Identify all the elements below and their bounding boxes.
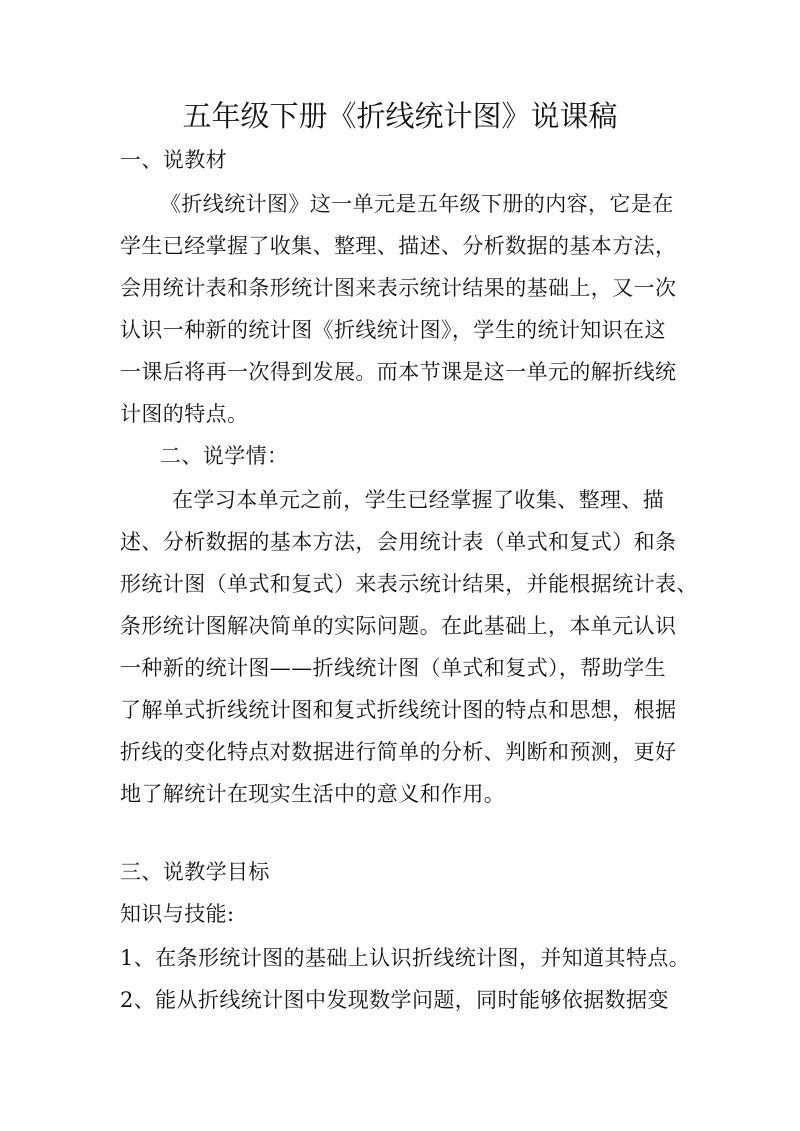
paragraph-line: 《折线统计图》这一单元是五年级下册的内容，它是在 <box>160 192 674 216</box>
paragraph-line: 一课后将再一次得到发展。而本节课是这一单元的解折线统 <box>120 360 677 384</box>
paragraph-line: 述、分析数据的基本方法，会用统计表（单式和复式）和条 <box>120 530 677 554</box>
paragraph-line: 认识一种新的统计图《折线统计图》，学生的统计知识在这 <box>120 318 666 342</box>
document-title: 五年级下册《折线统计图》说课稿 <box>182 99 618 133</box>
section-heading-student-analysis: 二、说学情： <box>160 444 289 468</box>
paragraph-line: 会用统计表和条形统计图来表示统计结果的基础上，又一次 <box>120 276 677 300</box>
paragraph-line: 了解单式折线统计图和复式折线统计图的特点和思想，根据 <box>120 698 677 722</box>
section-heading-teaching-material: 一、说教材 <box>120 148 227 172</box>
section-heading-teaching-objectives: 三、说教学目标 <box>120 860 270 884</box>
paragraph-line: 形统计图（单式和复式）来表示统计结果，并能根据统计表、 <box>120 572 698 596</box>
objective-item: 2、能从折线统计图中发现数学问题，同时能够依据数据变 <box>120 988 669 1012</box>
paragraph-line: 在学习本单元之前，学生已经掌握了收集、整理、描 <box>172 488 665 512</box>
paragraph-line: 一种新的统计图——折线统计图（单式和复式），帮助学生 <box>120 656 666 680</box>
paragraph-line: 条形统计图解决简单的实际问题。在此基础上，本单元认识 <box>120 614 677 638</box>
paragraph-line: 折线的变化特点对数据进行简单的分析、判断和预测，更好 <box>120 740 677 764</box>
objective-item: 1、在条形统计图的基础上认识折线统计图，并知道其特点。 <box>120 946 691 970</box>
paragraph-line: 学生已经掌握了收集、整理、描述、分析数据的基本方法， <box>120 234 677 258</box>
paragraph-line: 计图的特点。 <box>120 402 249 426</box>
subheading-knowledge-skills: 知识与技能: <box>120 902 235 926</box>
paragraph-line: 地了解统计在现实生活中的意义和作用。 <box>120 782 506 806</box>
